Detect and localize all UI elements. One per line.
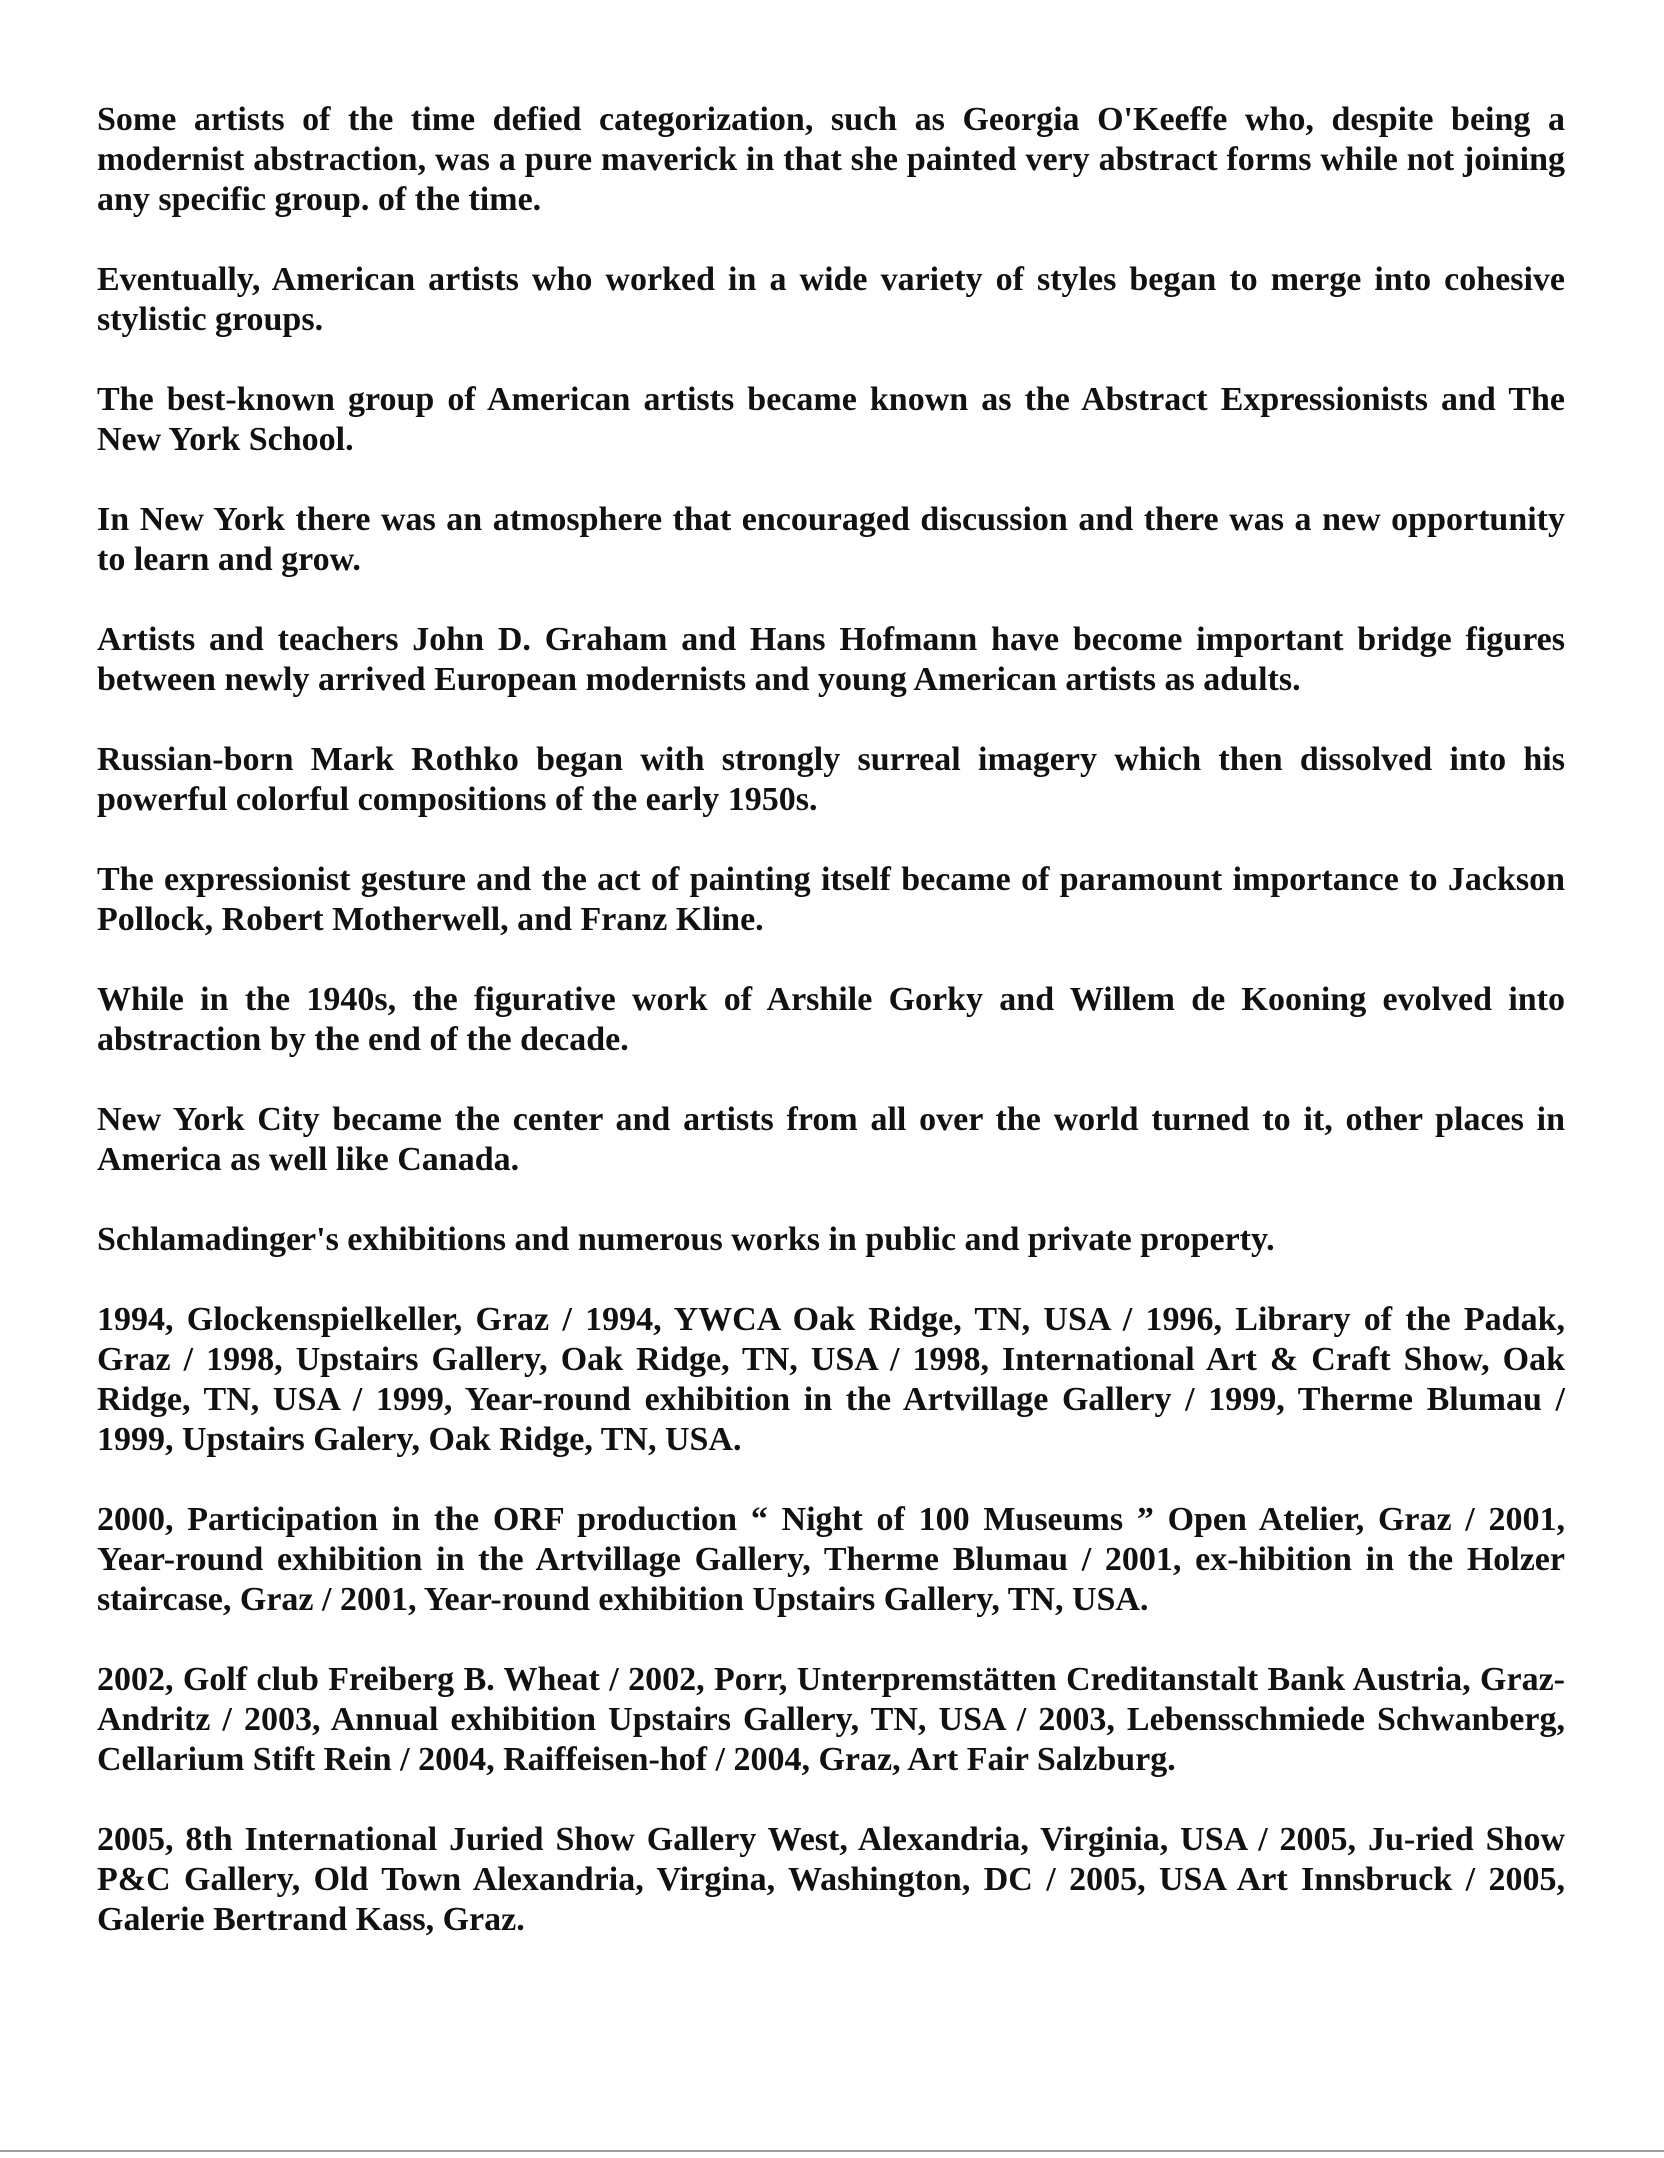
- paragraph-exhibitions-1994-1999: 1994, Glockenspielkeller, Graz / 1994, YWCA Oak Ridge, TN, USA / 1996, Library of the Padak, Graz / 1998, Upstairs Gallery, Oak Ridge, TN, USA / 1998, International Art & Craft Show, Oak Ridge, TN, USA / 1999, Year-round exhibition in the Artvillage Gallery / 1999, Therme Blumau / 1999, Upstairs Galery, Oak Ridge, TN, USA.: [97, 1301, 1565, 1458]
- paragraph-graham-hofmann: Artists and teachers John D. Graham and Hans Hofmann have become important bridge figures between newly arrived European modernists and young American artists as adults.: [97, 621, 1565, 698]
- paragraph-stylistic-groups: Eventually, American artists who worked in a wide variety of styles began to merge into cohesive stylistic groups.: [97, 261, 1565, 338]
- paragraph-exhibitions-2000-2001: 2000, Participation in the ORF production “ Night of 100 Museums ” Open Atelier, Graz / 2001, Year-round exhibition in the Artvillage Gallery, Therme Blumau / 2001, ex-hibition in the Holzer staircase, Graz / 2001, Year-round exhibition Upstairs Gallery, TN, USA.: [97, 1501, 1565, 1618]
- paragraph-exhibitions-2005: 2005, 8th International Juried Show Gallery West, Alexandria, Virginia, USA / 2005, Ju-ried Show P&C Gallery, Old Town Alexandria, Virgina, Washington, DC / 2005, USA Art Innsbruck / 2005, Galerie Bertrand Kass, Graz.: [97, 1821, 1565, 1938]
- paragraph-new-york-atmosphere: In New York there was an atmosphere that encouraged discussion and there was a new opportunity to learn and grow.: [97, 501, 1565, 578]
- paragraph-exhibitions-2002-2004: 2002, Golf club Freiberg B. Wheat / 2002, Porr, Unterpremstätten Creditanstalt Bank Austria, Graz-Andritz / 2003, Annual exhibition Upstairs Gallery, TN, USA / 2003, Lebensschmiede Schwanberg, Cellarium Stift Rein / 2004, Raiffeisen-hof / 2004, Graz, Art Fair Salzburg.: [97, 1661, 1565, 1778]
- paragraph-gorky-de-kooning: While in the 1940s, the figurative work of Arshile Gorky and Willem de Kooning evolved into abstraction by the end of the decade.: [97, 981, 1565, 1058]
- paragraph-okeeffe: Some artists of the time defied categorization, such as Georgia O'Keeffe who, despite being a modernist abstraction, was a pure maverick in that she painted very abstract forms while not joining any specific group. of the time.: [97, 101, 1565, 218]
- paragraph-rothko: Russian-born Mark Rothko began with strongly surreal imagery which then dissolved into his powerful colorful compositions of the early 1950s.: [97, 741, 1565, 818]
- paragraph-expressionist-gesture: The expressionist gesture and the act of painting itself became of paramount importance to Jackson Pollock, Robert Motherwell, and Franz Kline.: [97, 861, 1565, 938]
- paragraph-new-york-center: New York City became the center and artists from all over the world turned to it, other places in America as well like Canada.: [97, 1101, 1565, 1178]
- paragraph-abstract-expressionists: The best-known group of American artists became known as the Abstract Expressionists and The New York School.: [97, 381, 1565, 458]
- document-page: [97, 100, 1565, 1980]
- paragraph-exhibitions-intro: Schlamadinger's exhibitions and numerous works in public and private property.: [97, 1221, 1275, 1258]
- page-bottom-rule: [0, 2150, 1664, 2152]
